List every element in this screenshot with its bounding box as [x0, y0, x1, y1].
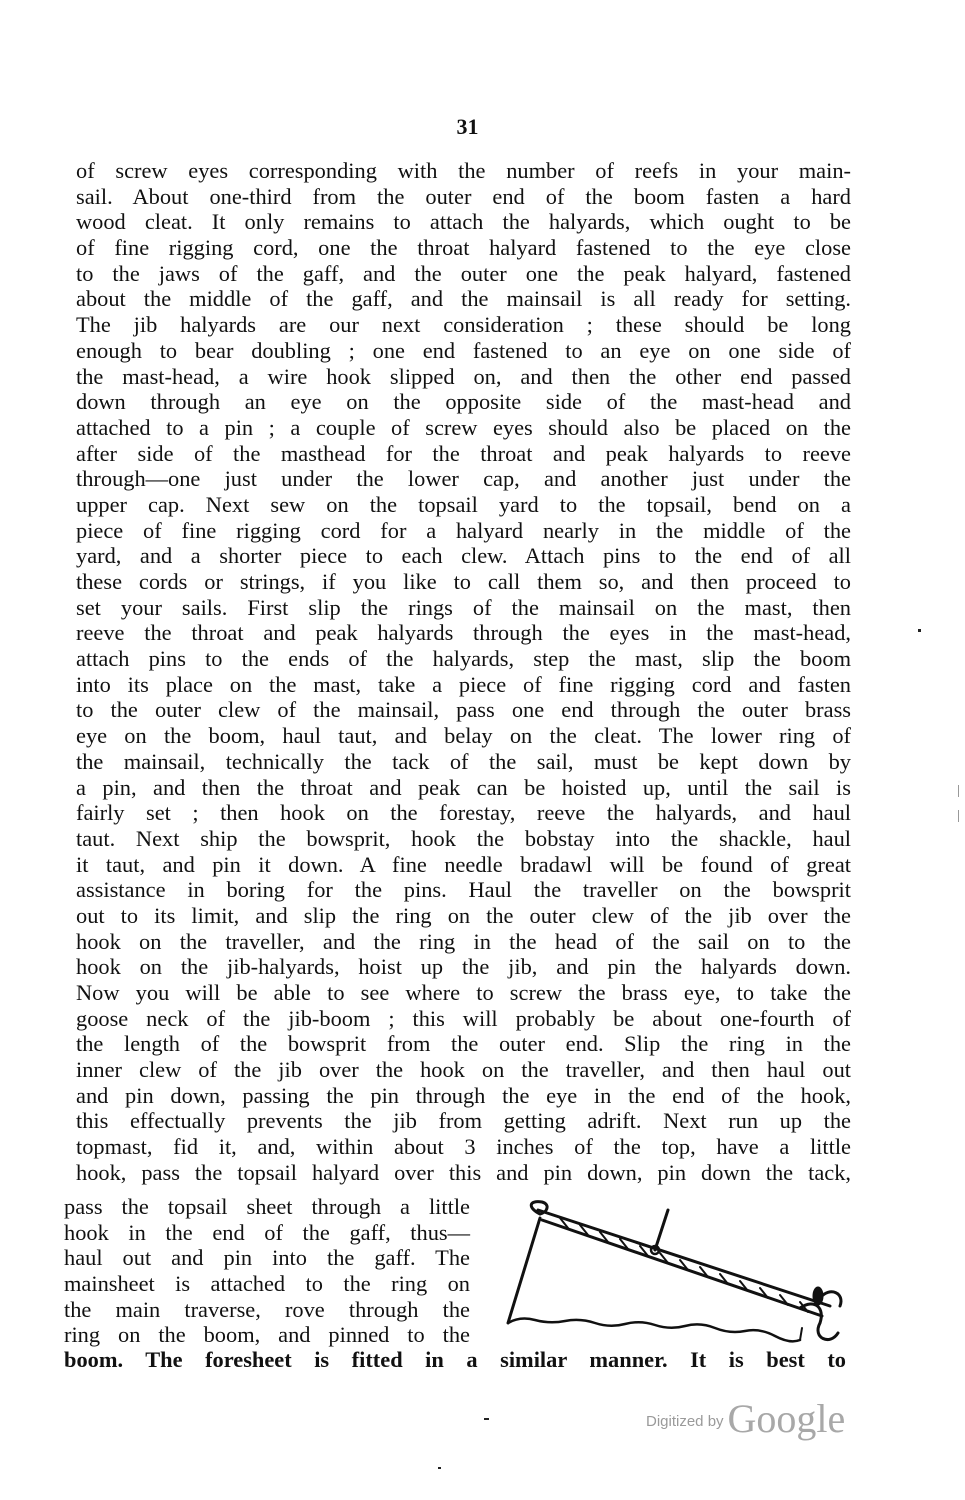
text-line: taut. Next ship the bowsprit, hook the bobstay into the shackle, haul: [76, 825, 851, 851]
text-line: sail. About one-third from the outer end of the boom fasten a hard: [76, 183, 851, 209]
page-number: 31: [456, 114, 479, 139]
text-line: hook on the jib-halyards, hoist up the jib, and pin the halyards down.: [76, 954, 851, 980]
text-line: through—one just under the lower cap, and another just under the: [76, 466, 851, 492]
text-line: set your sails. First slip the rings of the mainsail on the mast, then: [76, 594, 851, 620]
text-line: attached to a pin ; a couple of screw eyes should also be placed on the: [76, 414, 851, 440]
margin-speck: [438, 1467, 441, 1469]
text-line: of fine rigging cord, one the throat halyard fastened to the eye close: [76, 235, 851, 261]
text-line: hook, pass the topsail halyard over this and pin down, pin down the tack,: [76, 1159, 851, 1185]
text-line: a pin, and then the throat and peak can be hoisted up, until the sail is: [76, 774, 851, 800]
text-line: into its place on the mast, take a piece of fine rigging cord and fasten: [76, 671, 851, 697]
text-line: after side of the masthead for the throat and peak halyards to reeve: [76, 440, 851, 466]
margin-speck: [918, 629, 921, 632]
text-line: attach pins to the ends of the halyards, step the mast, slip the boom: [76, 646, 851, 672]
text-line: pass the topsail sheet through a little: [64, 1194, 470, 1219]
text-line: mainsheet is attached to the ring on: [64, 1271, 470, 1297]
text-line: The jib halyards are our next consideration ; these should be long: [76, 312, 851, 338]
text-line: Now you will be able to see where to screw the brass eye, to take the: [76, 980, 851, 1005]
watermark-prefix: Digitized by: [646, 1413, 724, 1430]
text-line: enough to bear doubling ; one end fastened to an eye on one side of: [76, 337, 851, 363]
text-line: assistance in boring for the pins. Haul the traveller on the bowsprit: [76, 877, 851, 903]
watermark-brand: Google: [727, 1396, 846, 1441]
text-line: hook on the traveller, and the ring in the head of the sail on to the: [76, 928, 851, 954]
text-line: topmast, fid it, and, within about 3 inches of the top, have a little: [76, 1134, 851, 1160]
text-line: haul out and pin into the gaff. The: [64, 1245, 470, 1271]
text-line: inner clew of the jib over the hook on the traveller, and then haul out: [76, 1057, 851, 1083]
gaff-sail-illustration-icon: [500, 1198, 850, 1348]
text-line: ring on the boom, and pinned to the: [64, 1322, 470, 1348]
margin-speck: [958, 810, 959, 822]
text-line: it taut, and pin it down. A fine needle bradawl will be found of great: [76, 851, 851, 877]
text-line: wood cleat. It only remains to attach the halyards, which ought to be: [76, 209, 851, 235]
text-line: the mainsail, technically the tack of the sail, must be kept down by: [76, 748, 851, 774]
text-line: to the jaws of the gaff, and the outer one the peak halyard, fastened: [76, 260, 851, 286]
text-line: out to its limit, and slip the ring on the outer clew of the jib over the: [76, 902, 851, 928]
text-wrapped-around-figure: [64, 1194, 474, 1348]
text-line: down through an eye on the opposite side of the mast-head and: [76, 389, 851, 415]
text-line: yard, and a shorter piece to each clew. Attach pins to the end of all: [76, 543, 851, 569]
text-line: the length of the bowsprit from the outer end. Slip the ring in the: [76, 1031, 851, 1057]
text-line: hook in the end of the gaff, thus—: [64, 1219, 470, 1245]
text-line: fairly set ; then hook on the forestay, reeve the halyards, and haul: [76, 800, 851, 826]
text-line: of screw eyes corresponding with the number of reefs in your main-: [76, 158, 851, 183]
text-line: piece of fine rigging cord for a halyard nearly in the middle of the: [76, 517, 851, 543]
digitized-by-google-watermark: [646, 1395, 845, 1442]
body-text: [76, 158, 851, 1186]
text-line: the main traverse, rove through the: [64, 1296, 470, 1322]
text-line: reeve the throat and peak halyards through the eyes in the mast-head,: [76, 620, 851, 646]
text-line: eye on the boom, haul taut, and belay on the cleat. The lower ring of: [76, 723, 851, 749]
final-line: boom. The foresheet is fitted in a similar manner. It is best to: [64, 1347, 846, 1372]
text-line: to the outer clew of the mainsail, pass one end through the outer brass: [76, 697, 851, 723]
text-line: these cords or strings, if you like to call them so, and then proceed to: [76, 569, 851, 594]
text-line: this effectually prevents the jib from getting adrift. Next run up the: [76, 1108, 851, 1134]
text-line: and pin down, passing the pin through the eye in the end of the hook,: [76, 1082, 851, 1108]
text-line: the mast-head, a wire hook slipped on, and then the other end passed: [76, 363, 851, 389]
text-line: about the middle of the gaff, and the mainsail is all ready for setting.: [76, 286, 851, 312]
margin-speck: [958, 785, 959, 797]
margin-speck: [484, 1418, 489, 1420]
text-line: goose neck of the jib-boom ; this will probably be about one-fourth of: [76, 1005, 851, 1031]
text-line: upper cap. Next sew on the topsail yard to the topsail, bend on a: [76, 491, 851, 517]
